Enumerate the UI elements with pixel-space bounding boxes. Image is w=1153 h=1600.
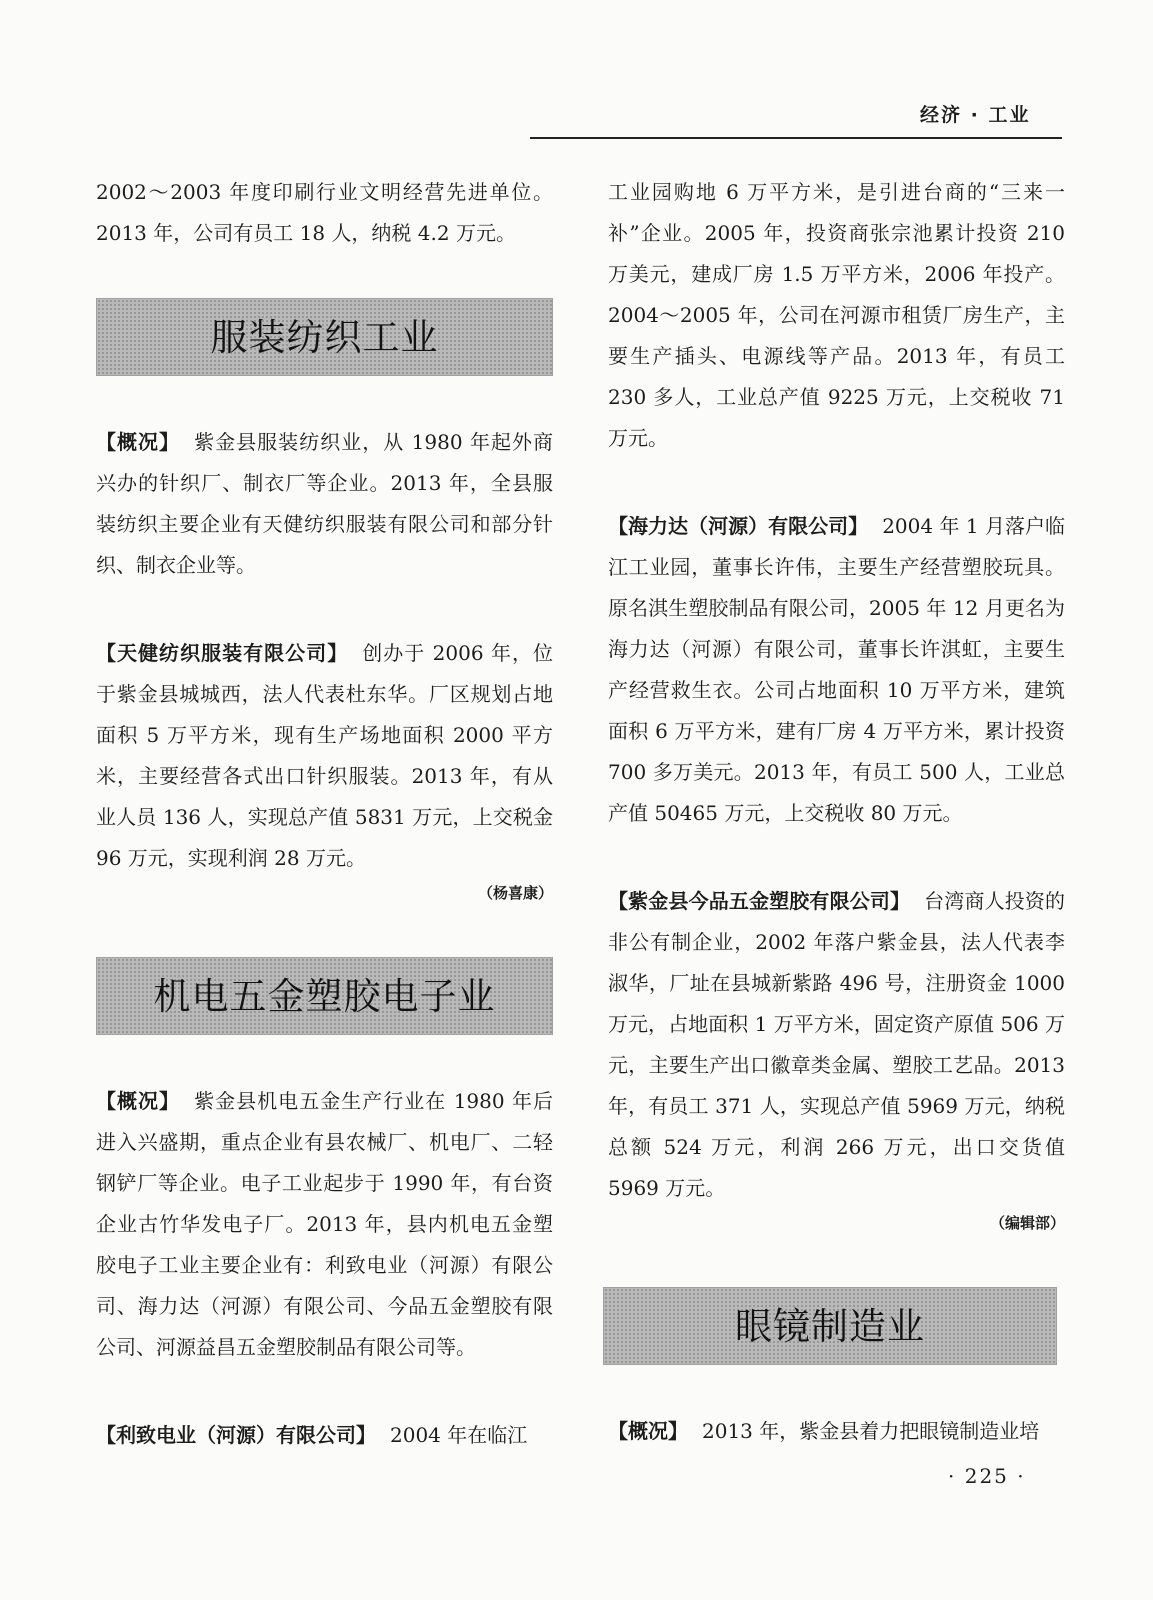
company-label: 【利致电业（河源）有限公司】 — [96, 1423, 376, 1447]
overview-text: 紫金县机电五金生产行业在 1980 年后进入兴盛期，重点企业有县农械厂、机电厂、二轻钢铲厂等企业。电子工业起步于 1990 年，有台资企业古竹华发电子厂。2013 年，县内机电五金塑胶电子工业主要企业有：利致电业（河源）有限公司、海力达（河源）有限公司、今品五金塑胶有限公司、河源益昌五金塑胶制品有限公司等。 — [96, 1089, 554, 1359]
company-text: 台湾商人投资的非公有制企业，2002 年落户紫金县，法人代表李淑华，厂址在县城新紫路 496 号，注册资金 1000 万元，占地面积 1 万平方米，固定资产原值 506 万元，主要生产出口徽章类金属、塑胶工艺品。2013 年，有员工 371 人，实现总产值 5969 万元，纳税总额 524 万元，利润 266 万元，出口交货值 5969 万元。 — [608, 889, 1066, 1200]
tianjian-company-paragraph — [96, 633, 553, 879]
header-rule — [530, 137, 1062, 139]
company-label: 【紫金县今品五金塑胶有限公司】 — [608, 889, 911, 913]
company-text: 2004 年在临江 — [390, 1423, 528, 1447]
company-text: 创办于 2006 年，位于紫金县城城西，法人代表杜东华。厂区规划占地面积 5 万平方米，现有生产场地面积 2000 平方米，主要经营各式出口针织服装。2013 年，有从业人员 136 人，实现总产值 5831 万元，上交税金 96 万元，实现利润 28 万元。 — [96, 641, 554, 870]
mechanical-overview-paragraph — [96, 1081, 553, 1368]
company-text: 2004 年 1 月落户临江工业园，董事长许伟，主要生产经营塑胶玩具。原名淇生塑胶制品有限公司，2005 年 12 月更名为海力达（河源）有限公司，董事长许淇虹，主要生产经营救生衣。公司占地面积 10 万平方米，建筑面积 6 万平方米，建有厂房 4 万平方米，累计投资 700 多万美元。2013 年，有员工 500 人，工业总产值 50465 万元，上交税收 80 万元。 — [608, 514, 1066, 825]
company-label: 【天健纺织服装有限公司】 — [96, 641, 349, 665]
overview-label: 【概况】 — [96, 430, 181, 454]
hailida-company-paragraph — [608, 506, 1065, 834]
byline-editorial: （编辑部） — [989, 1214, 1065, 1232]
continued-paragraph-left: 2002～2003 年度印刷行业文明经营先进单位。2013 年，公司有员工 18 人，纳税 4.2 万元。 — [96, 180, 553, 245]
lizhi-company-paragraph — [96, 1415, 553, 1456]
eyewear-overview-paragraph — [608, 1411, 1065, 1452]
overview-text: 2013 年，紫金县着力把眼镜制造业培 — [702, 1419, 1040, 1443]
continued-paragraph-right: 工业园购地 6 万平方米，是引进台商的“三来一补”企业。2005 年，投资商张宗池累计投资 210 万美元，建成厂房 1.5 万平方米，2006 年投产。2004～2005 年，公司在河源市租赁厂房生产，主要生产插头、电源线等产品。2013 年，有员工 230 多人，工业总产值 9225 万元，上交税收 71 万元。 — [608, 180, 1065, 450]
byline-yang: （杨喜康） — [477, 884, 553, 902]
section-heading-eyewear: 眼镜制造业 — [603, 1287, 1057, 1365]
overview-label: 【概况】 — [608, 1419, 688, 1443]
running-head: 经济 · 工业 — [920, 104, 1031, 126]
overview-text: 紫金县服装纺织业，从 1980 年起外商兴办的针织厂、制衣厂等企业。2013 年，全县服装纺织主要企业有天健纺织服装有限公司和部分针织、制衣企业等。 — [96, 430, 554, 577]
left-column — [96, 172, 553, 1456]
overview-label: 【概况】 — [96, 1089, 181, 1113]
garment-overview-paragraph — [96, 422, 553, 586]
right-column — [608, 172, 1065, 1452]
section-heading-garment-textile: 服装纺织工业 — [96, 298, 553, 376]
company-label: 【海力达（河源）有限公司】 — [608, 514, 869, 538]
section-heading-mechanical-electronics: 机电五金塑胶电子业 — [96, 957, 553, 1035]
jinpin-company-paragraph — [608, 881, 1065, 1209]
page-number: · 225 · — [948, 1464, 1026, 1488]
